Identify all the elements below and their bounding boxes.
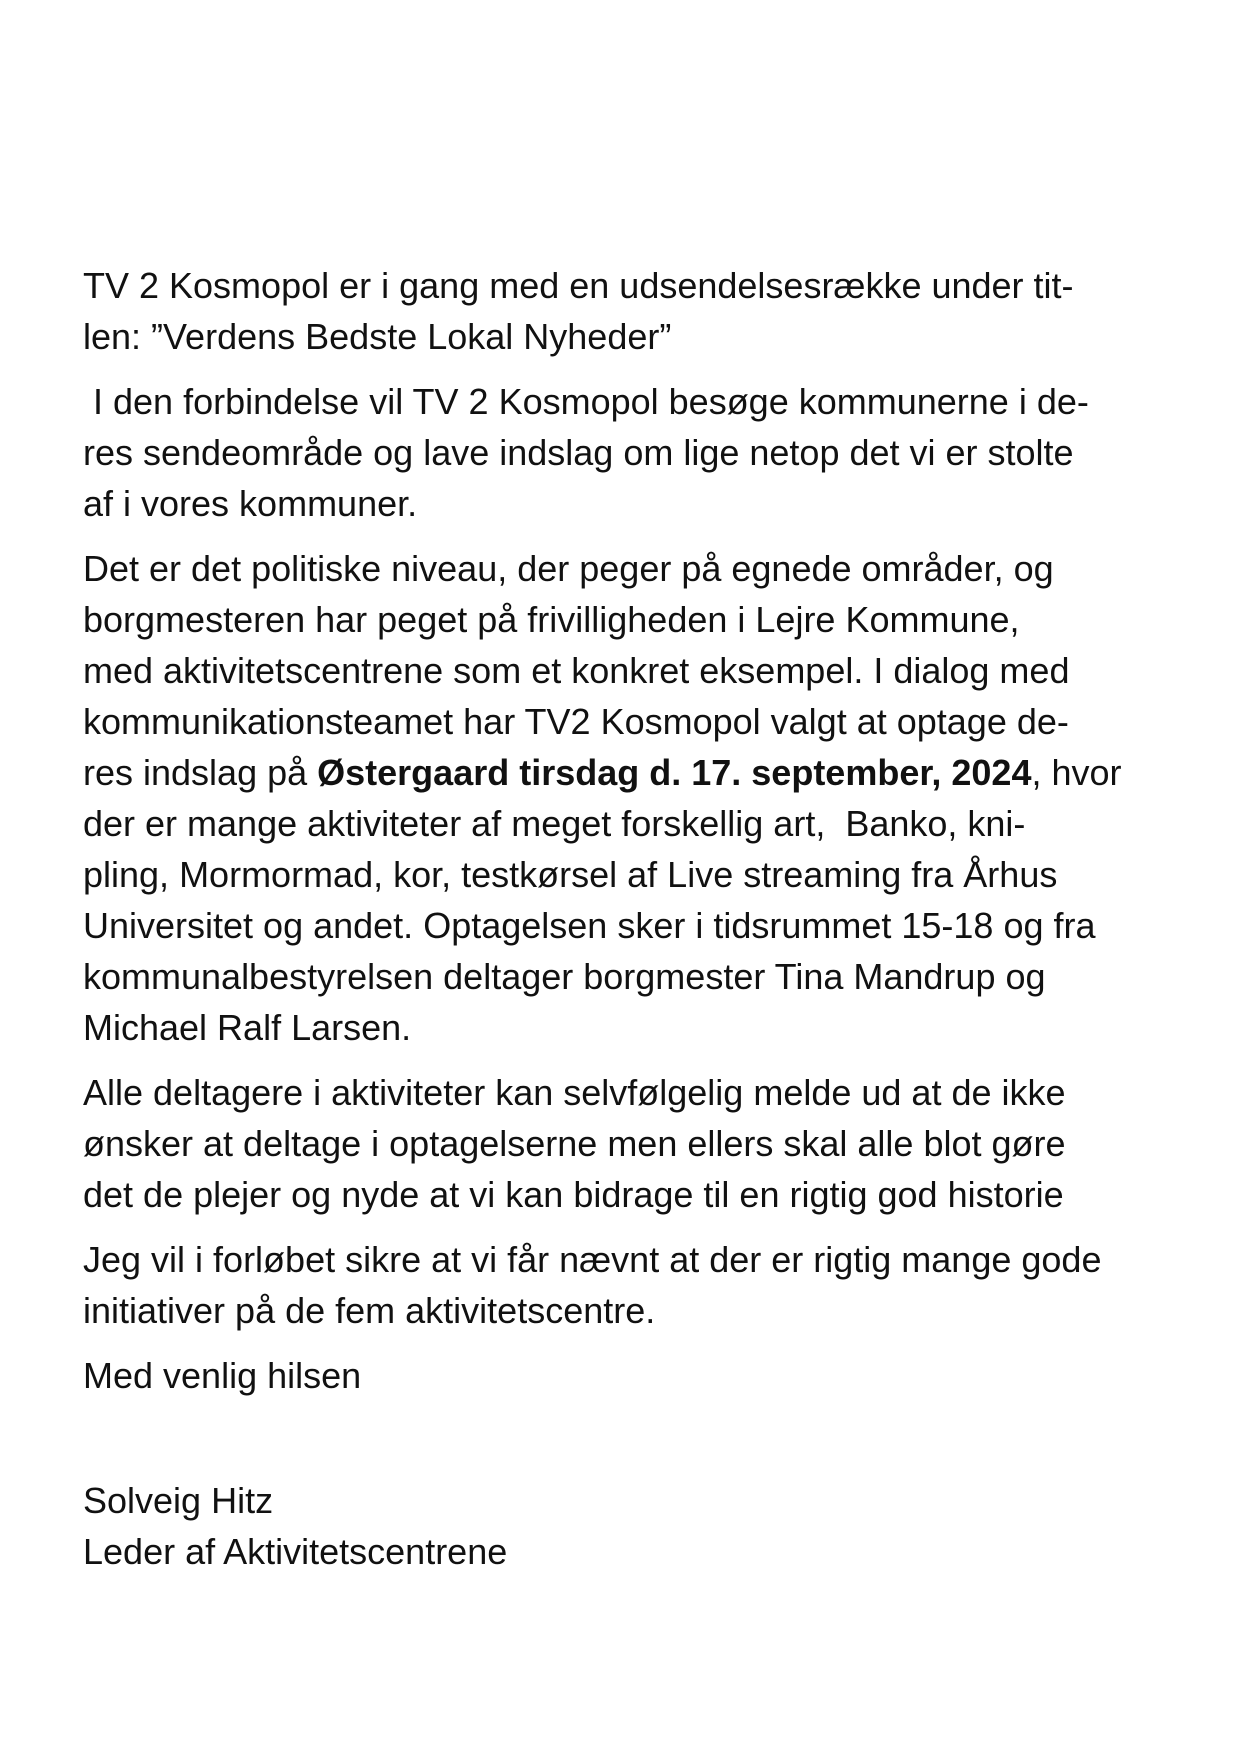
paragraph-details <box>83 543 1173 1053</box>
signer-name: Solveig Hitz <box>83 1480 274 1521</box>
text-line: Universitet og andet. Optagelsen sker i tidsrummet 15-18 og fra <box>83 905 1096 946</box>
text-line: Michael Ralf Larsen. <box>83 1007 412 1048</box>
paragraph-visit <box>83 376 1173 529</box>
paragraph-initiatives <box>83 1234 1173 1336</box>
text-line: res sendeområde og lave indslag om lige netop det vi er stolte <box>83 432 1074 473</box>
text-line: I den forbindelse vil TV 2 Kosmopol besøge kommunerne i de- <box>83 381 1089 422</box>
text-line: pling, Mormormad, kor, testkørsel af Live streaming fra Århus <box>83 854 1058 895</box>
text-fragment: res indslag på <box>83 752 318 793</box>
text-line: kommunikationsteamet har TV2 Kosmopol valgt at optage de- <box>83 701 1069 742</box>
text-line: Det er det politiske niveau, der peger på egnede områder, og <box>83 548 1054 589</box>
text-line: TV 2 Kosmopol er i gang med en udsendelsesrække under tit- <box>83 265 1074 306</box>
paragraph-participants <box>83 1067 1173 1220</box>
text-fragment: , hvor <box>1031 752 1122 793</box>
closing-salutation <box>83 1350 1173 1401</box>
letter-body <box>83 260 1173 1577</box>
text-line: Jeg vil i forløbet sikre at vi får nævnt at der er rigtig mange gode <box>83 1239 1102 1280</box>
text-line: der er mange aktiviteter af meget forskellig art, Banko, kni- <box>83 803 1026 844</box>
text-line: det de plejer og nyde at vi kan bidrage til en rigtig god historie <box>83 1174 1064 1215</box>
text-line-with-date <box>83 747 1173 798</box>
text-line: ønsker at deltage i optagelserne men ellers skal alle blot gøre <box>83 1123 1066 1164</box>
paragraph-intro <box>83 260 1173 362</box>
signature-block <box>83 1475 1173 1577</box>
signer-title: Leder af Aktivitetscentrene <box>83 1531 508 1572</box>
closing-text: Med venlig hilsen <box>83 1355 362 1396</box>
event-date-highlight: Østergaard tirsdag d. 17. september, 2024 <box>317 752 1032 793</box>
text-line: initiativer på de fem aktivitetscentre. <box>83 1290 656 1331</box>
text-line: Alle deltagere i aktiviteter kan selvfølgelig melde ud at de ikke <box>83 1072 1066 1113</box>
text-line: af i vores kommuner. <box>83 483 418 524</box>
text-line: kommunalbestyrelsen deltager borgmester Tina Mandrup og <box>83 956 1046 997</box>
text-line: borgmesteren har peget på frivilligheden i Lejre Kommune, <box>83 599 1020 640</box>
text-line: med aktivitetscentrene som et konkret eksempel. I dialog med <box>83 650 1070 691</box>
text-line: len: ”Verdens Bedste Lokal Nyheder” <box>83 316 672 357</box>
